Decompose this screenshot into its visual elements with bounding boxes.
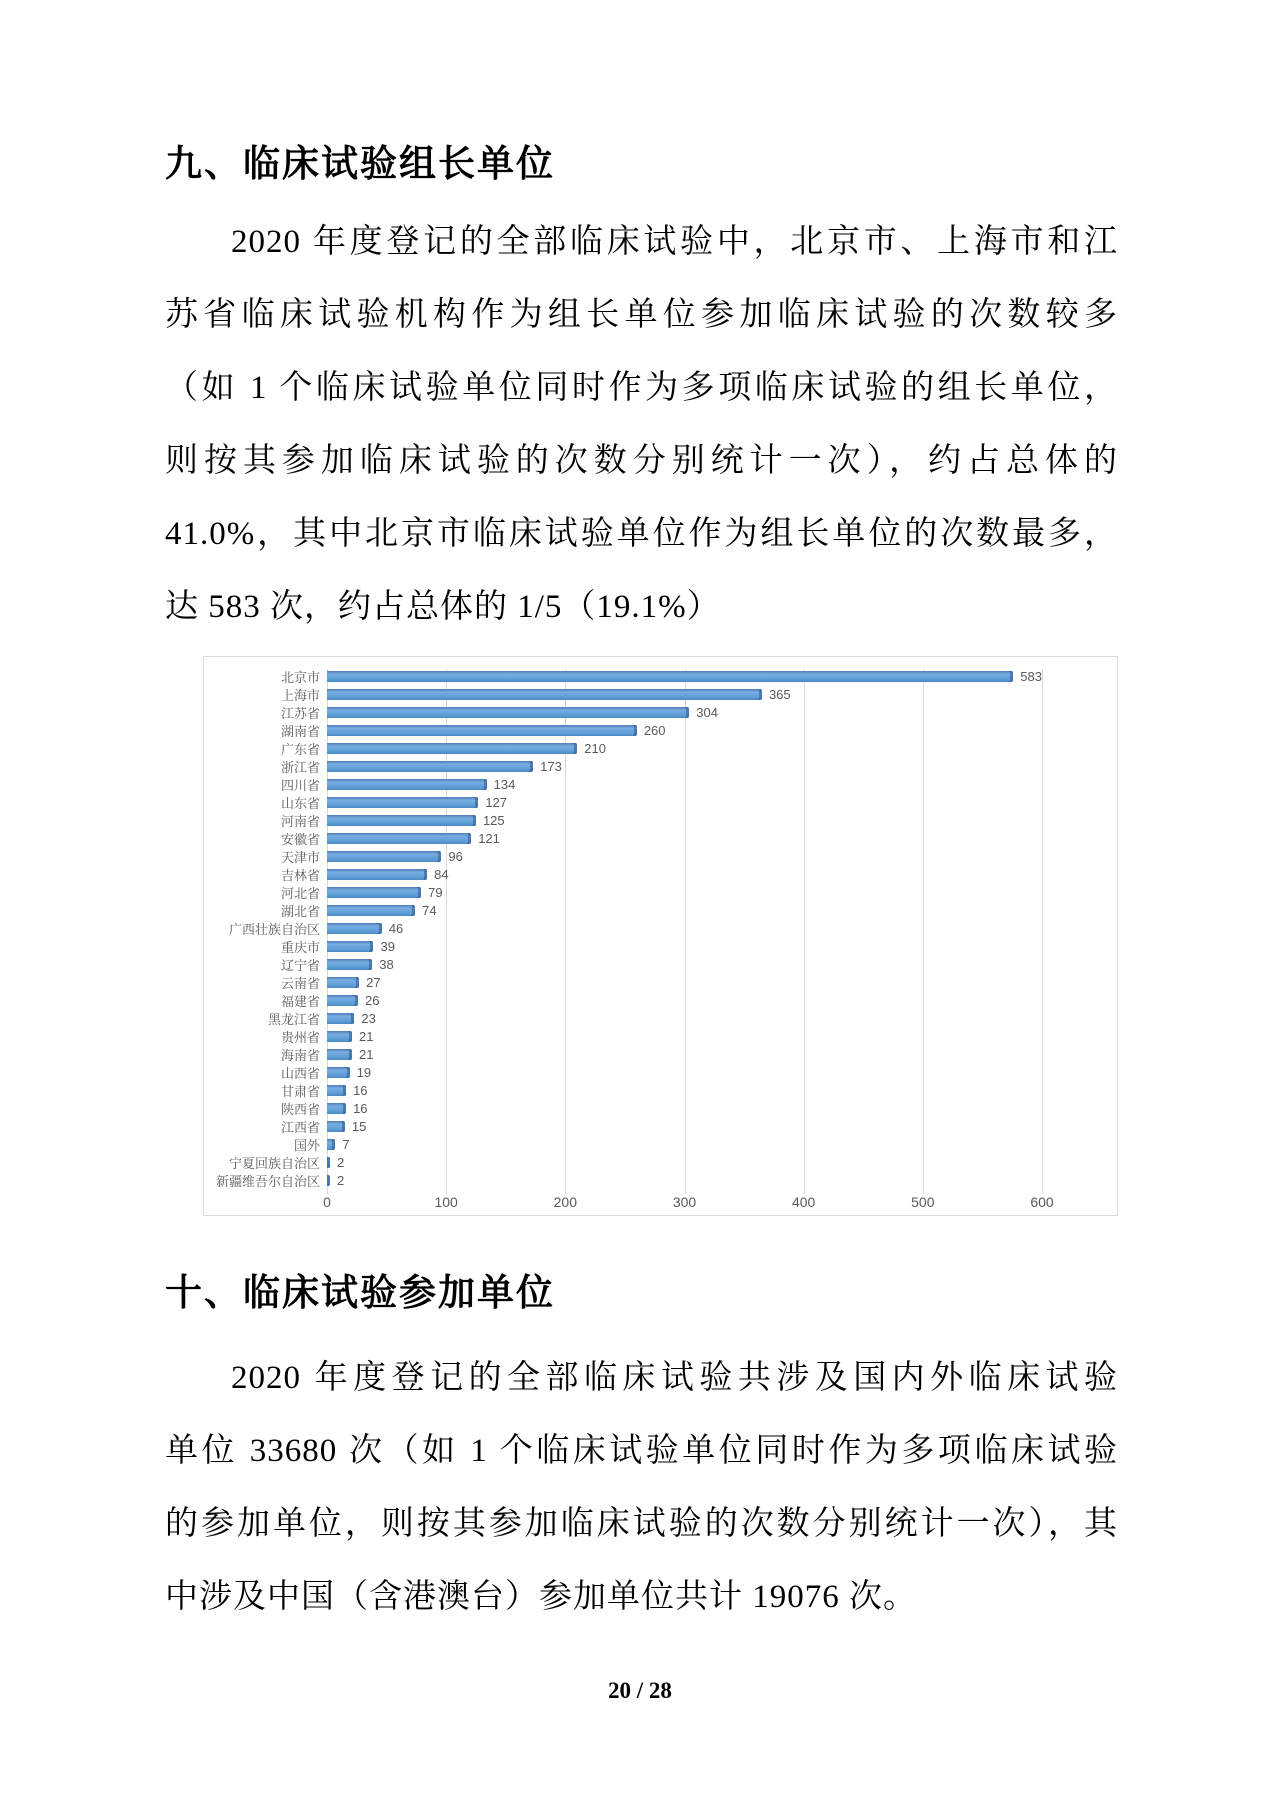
bar-track — [327, 813, 1042, 828]
bar — [327, 1031, 352, 1042]
bar — [327, 959, 372, 970]
bar — [327, 743, 577, 754]
category-label: 国外 — [293, 1137, 320, 1153]
value-label: 304 — [696, 704, 718, 720]
value-label: 23 — [361, 1010, 376, 1026]
bar — [327, 905, 415, 916]
paragraph-line: 41.0%，其中北京市临床试验单位作为组长单位的次数最多， — [165, 516, 1118, 552]
bar — [327, 689, 762, 700]
chart-row — [204, 794, 1117, 811]
bar — [327, 941, 373, 952]
category-label: 河北省 — [280, 885, 320, 901]
chart-row — [204, 992, 1117, 1009]
bar-track — [327, 939, 1042, 954]
chart-row — [204, 920, 1117, 937]
bar — [327, 851, 441, 862]
bar-track — [327, 903, 1042, 918]
x-tick-label: 600 — [1030, 1194, 1054, 1210]
bar-track — [327, 777, 1042, 792]
value-label: 16 — [353, 1100, 368, 1116]
bar-track — [327, 1065, 1042, 1080]
bar — [327, 1067, 350, 1078]
category-label: 湖北省 — [280, 903, 320, 919]
bar-track — [327, 1011, 1042, 1026]
chart-row — [204, 1172, 1117, 1189]
chart-row — [204, 884, 1117, 901]
category-label: 广西壮族自治区 — [228, 921, 320, 937]
category-label: 宁夏回族自治区 — [228, 1155, 320, 1171]
value-label: 74 — [422, 902, 437, 918]
value-label: 21 — [359, 1046, 374, 1062]
bar-track — [327, 687, 1042, 702]
value-label: 79 — [428, 884, 443, 900]
chart-row — [204, 1154, 1117, 1171]
category-label: 陕西省 — [280, 1101, 320, 1117]
category-label: 福建省 — [280, 993, 320, 1009]
category-label: 辽宁省 — [280, 957, 320, 973]
bar-track — [327, 849, 1042, 864]
category-label: 江西省 — [280, 1119, 320, 1135]
bar-track — [327, 1173, 1042, 1188]
bar — [327, 815, 476, 826]
paragraph-line: 的参加单位，则按其参加临床试验的次数分别统计一次），其 — [165, 1506, 1118, 1542]
chart-row — [204, 866, 1117, 883]
chart-row — [204, 1136, 1117, 1153]
bar-track — [327, 759, 1042, 774]
chart-row — [204, 758, 1117, 775]
value-label: 19 — [356, 1064, 372, 1080]
chart-row — [204, 1046, 1117, 1063]
chart-row — [204, 812, 1117, 829]
value-label: 21 — [359, 1028, 374, 1044]
bar — [327, 707, 689, 718]
category-label: 贵州省 — [280, 1029, 320, 1045]
bar-track — [327, 957, 1042, 972]
value-label: 39 — [380, 938, 395, 954]
paragraph-line: 则按其参加临床试验的次数分别统计一次），约占总体的 — [165, 443, 1118, 479]
value-label: 260 — [643, 722, 666, 738]
chart-row — [204, 722, 1117, 739]
category-label: 黑龙江省 — [267, 1011, 320, 1027]
value-label: 2 — [337, 1154, 345, 1170]
category-label: 湖南省 — [280, 723, 320, 739]
chart-row — [204, 1028, 1117, 1045]
category-label: 新疆维吾尔自治区 — [215, 1173, 320, 1189]
value-label: 7 — [342, 1136, 350, 1152]
bar-track — [327, 1101, 1042, 1116]
x-tick-label: 100 — [434, 1194, 458, 1210]
category-label: 河南省 — [280, 813, 320, 829]
chart-row — [204, 1064, 1117, 1081]
bar — [327, 1139, 335, 1150]
value-label: 96 — [448, 848, 463, 864]
chart-row — [204, 956, 1117, 973]
bar-track — [327, 1029, 1042, 1044]
leading-units-bar-chart — [203, 656, 1118, 1216]
value-label: 15 — [351, 1118, 367, 1134]
bar-track — [327, 795, 1042, 810]
bar — [327, 797, 478, 808]
bar — [327, 1013, 354, 1024]
bar — [327, 1121, 345, 1132]
bar — [327, 779, 487, 790]
bar — [327, 995, 358, 1006]
value-label: 84 — [434, 866, 449, 882]
category-label: 海南省 — [280, 1047, 320, 1063]
category-label: 天津市 — [280, 849, 320, 865]
category-label: 重庆市 — [280, 939, 320, 955]
category-label: 江苏省 — [280, 705, 320, 721]
value-label: 26 — [364, 992, 380, 1008]
category-label: 山东省 — [280, 795, 320, 811]
paragraph-line: 苏省临床试验机构作为组长单位参加临床试验的次数较多 — [165, 297, 1118, 333]
chart-row — [204, 938, 1117, 955]
section-9-heading: 九、临床试验组长单位 — [165, 143, 555, 184]
bar-track — [327, 705, 1042, 720]
chart-row — [204, 1118, 1117, 1135]
bar-track — [327, 1155, 1042, 1170]
paragraph-line: 中涉及中国（含港澳台）参加单位共计 19076 次。 — [165, 1579, 917, 1615]
bar-track — [327, 1137, 1042, 1152]
category-label: 吉林省 — [280, 867, 320, 883]
chart-row — [204, 740, 1117, 757]
category-label: 山西省 — [280, 1065, 320, 1081]
value-label: 2 — [337, 1172, 345, 1188]
bar-track — [327, 885, 1042, 900]
value-label: 583 — [1020, 668, 1042, 684]
category-label: 广东省 — [280, 741, 320, 757]
category-label: 安徽省 — [280, 831, 320, 847]
bar — [327, 887, 421, 898]
bar-track — [327, 1047, 1042, 1062]
chart-row — [204, 902, 1117, 919]
bar-track — [327, 1119, 1042, 1134]
chart-row — [204, 974, 1117, 991]
chart-row — [204, 1010, 1117, 1027]
bar — [327, 1085, 346, 1096]
section-10-heading: 十、临床试验参加单位 — [165, 1272, 555, 1313]
x-tick-label: 400 — [791, 1194, 816, 1210]
value-label: 134 — [493, 776, 516, 792]
category-label: 甘肃省 — [280, 1083, 320, 1099]
bar — [327, 869, 427, 880]
chart-row — [204, 776, 1117, 793]
chart-row — [204, 668, 1117, 685]
bar-track — [327, 831, 1042, 846]
paragraph-line: 2020 年度登记的全部临床试验共涉及国内外临床试验 — [231, 1360, 1118, 1396]
bar — [327, 1175, 330, 1186]
category-label: 四川省 — [280, 777, 320, 793]
value-label: 121 — [478, 830, 500, 846]
value-label: 127 — [485, 794, 508, 810]
chart-row — [204, 848, 1117, 865]
chart-row — [204, 830, 1117, 847]
paragraph-line: （如 1 个临床试验单位同时作为多项临床试验的组长单位， — [165, 370, 1118, 406]
section-10-paragraph — [165, 1342, 1118, 1634]
chart-rows — [204, 668, 1117, 1189]
bar — [327, 761, 533, 772]
chart-row — [204, 686, 1117, 703]
bar — [327, 923, 382, 934]
bar — [327, 725, 637, 736]
value-label: 16 — [353, 1082, 368, 1098]
category-label: 上海市 — [280, 687, 320, 703]
category-label: 云南省 — [280, 975, 320, 991]
value-label: 46 — [388, 920, 404, 936]
x-tick-label: 300 — [672, 1194, 697, 1210]
bar-track — [327, 921, 1042, 936]
value-label: 38 — [379, 956, 394, 972]
chart-row — [204, 1100, 1117, 1117]
chart-row — [204, 704, 1117, 721]
bar-track — [327, 741, 1042, 756]
value-label: 210 — [584, 740, 606, 756]
bar — [327, 671, 1013, 682]
bar-track — [327, 669, 1042, 684]
bar — [327, 977, 359, 988]
bar-track — [327, 975, 1042, 990]
value-label: 27 — [366, 974, 381, 990]
page-number: 20 / 28 — [608, 1678, 672, 1703]
bar — [327, 1157, 330, 1168]
chart-row — [204, 1082, 1117, 1099]
bar-track — [327, 993, 1042, 1008]
bar-track — [327, 867, 1042, 882]
value-label: 173 — [540, 758, 562, 774]
value-label: 365 — [768, 686, 791, 702]
value-label: 125 — [482, 812, 505, 828]
bar-track — [327, 1083, 1042, 1098]
paragraph-line: 达 583 次，约占总体的 1/5（19.1%） — [165, 589, 721, 625]
bar — [327, 833, 471, 844]
x-tick-label: 500 — [911, 1194, 935, 1210]
category-label: 浙江省 — [280, 759, 320, 775]
x-tick-label: 0 — [323, 1194, 331, 1210]
paragraph-line: 单位 33680 次（如 1 个临床试验单位同时作为多项临床试验 — [165, 1433, 1118, 1469]
category-label: 北京市 — [280, 669, 320, 685]
bar — [327, 1049, 352, 1060]
bar-track — [327, 723, 1042, 738]
x-tick-label: 200 — [553, 1194, 577, 1210]
bar — [327, 1103, 346, 1114]
paragraph-line: 2020 年度登记的全部临床试验中，北京市、上海市和江 — [231, 224, 1118, 260]
section-9-paragraph — [165, 206, 1118, 644]
